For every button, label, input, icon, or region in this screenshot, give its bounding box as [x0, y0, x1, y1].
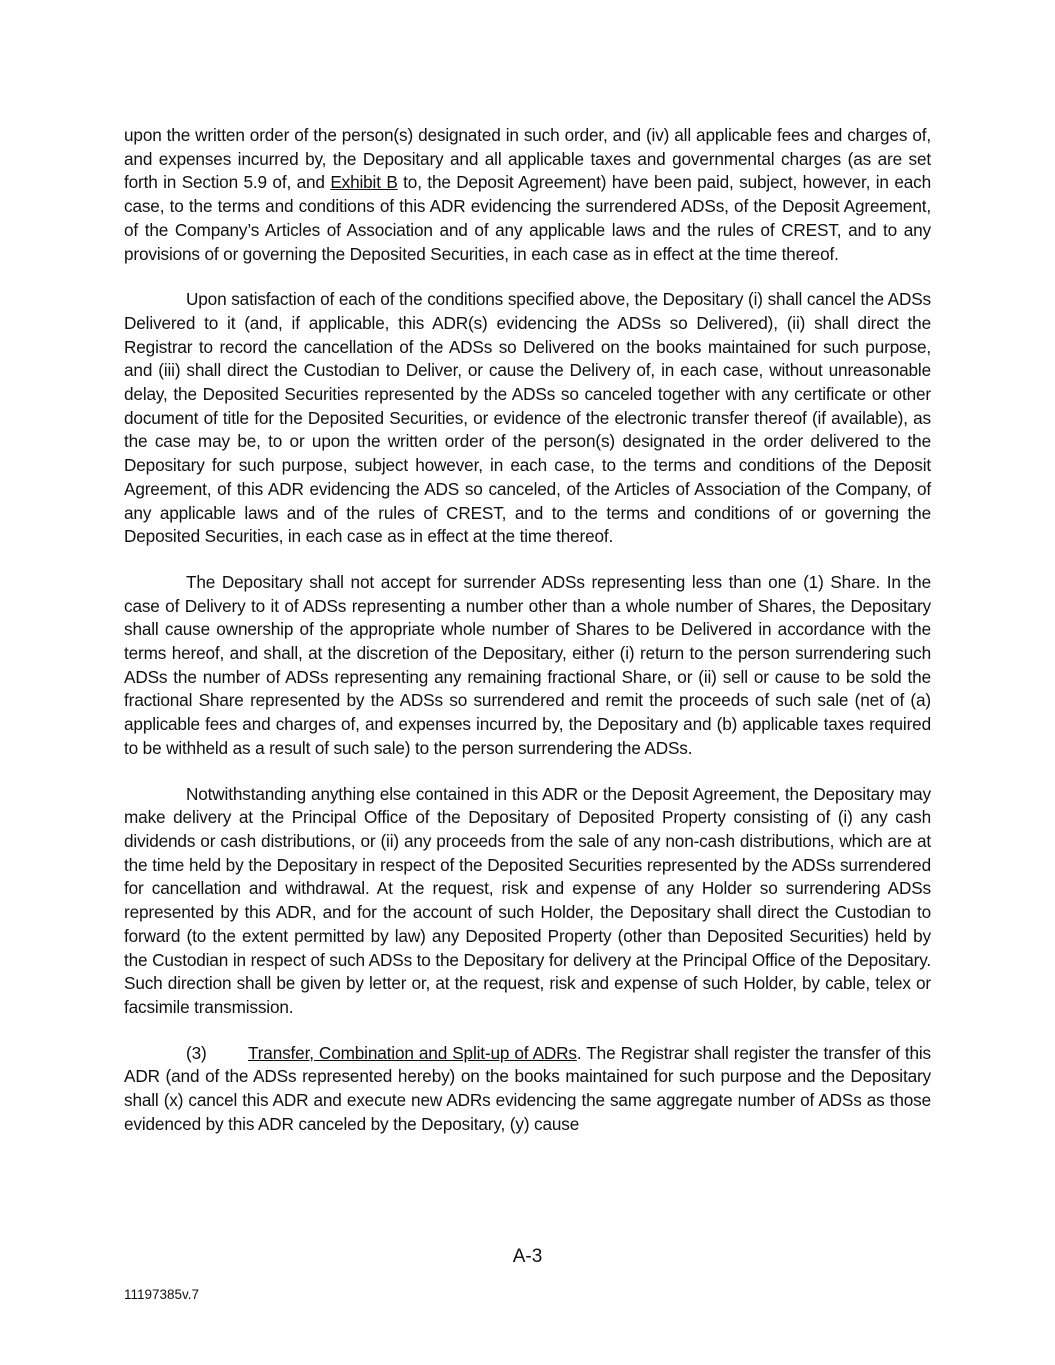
- document-id: 11197385v.7: [124, 1287, 200, 1302]
- paragraph-continuation: [124, 124, 931, 266]
- paragraph-text: to, the Deposit Agreement) have been paid, subject, however, in each case, to the terms and conditions of this ADR evidencing the surrendered ADSs, of the Deposit Agreement, of the Company’s Articles of Association and of any applicable laws and the rules of CREST, and to any provisions of or governing the Deposited Securities, in each case as in effect at the time thereof.: [124, 172, 932, 264]
- paragraph-fractional-share: The Depositary shall not accept for surrender ADSs representing less than one (1) Share. In the case of Delivery to it of ADSs representing a number other than a whole number of Shares, the Depositary shall cause ownership of the appropriate whole number of Shares to be Delivered in accordance with the terms hereof, and shall, at the discretion of the Depositary, either (i) return to the person surrendering such ADSs the number of ADSs representing any remaining fractional Share, or (ii) sell or cause to be sold the fractional Share represented by the ADSs so surrendered and remit the proceeds of such sale (net of (a) applicable fees and charges of, and expenses incurred by, the Depositary and (b) applicable taxes required to be withheld as a result of such sale) to the person surrendering the ADSs.: [124, 571, 931, 758]
- paragraph-cancellation: Upon satisfaction of each of the conditions specified above, the Depositary (i) shall cancel the ADSs Delivered to it (and, if applicable, this ADR(s) evidencing the ADSs so Delivered), (ii) shall direct the Registrar to record the cancellation of the ADSs so Delivered on the books maintained for such purpose, and (iii) shall direct the Custodian to Deliver, or cause the Delivery of, in each case, without unreasonable delay, the Deposited Securities represented by the ADSs so canceled together with any certificate or other document of title for the Deposited Securities, or evidence of the electronic transfer thereof (if available), as the case may be, to or upon the written order of the person(s) designated in the order delivered to the Depositary for such purpose, subject however, in each case, to the terms and conditions of the Deposit Agreement, of this ADR evidencing the ADS so canceled, of the Articles of Association of the Company, of any applicable laws and of the rules of CREST, and to the terms and conditions of or governing the Deposited Securities, in each case as in effect at the time thereof.: [124, 289, 931, 547]
- document-page: [124, 124, 931, 1158]
- section-heading-period: .: [576, 1042, 582, 1063]
- section-text: The Registrar shall register the transfer of this ADR (and of the ADSs represented hereby) on the books maintained for such purpose and the Depositary shall (x) cancel this ADR and execute new ADRs evidencing the same aggregate number of ADSs as those evidenced by this ADR canceled by the Depositary, (y) cause: [124, 1042, 931, 1134]
- section-heading: Transfer, Combination and Split-up of ADRs: [248, 1042, 577, 1063]
- paragraph-delivery: Notwithstanding anything else contained in this ADR or the Deposit Agreement, the Depositary may make delivery at the Principal Office of the Depositary of Deposited Property consisting of (i) any cash dividends or cash distributions, or (ii) any proceeds from the sale of any non-cash distributions, which are at the time held by the Depositary in respect of the Deposited Securities represented by the ADSs surrendered for cancellation and withdrawal. At the request, risk and expense of any Holder so surrendering ADSs represented by this ADR, and for the account of such Holder, the Depositary shall direct the Custodian to forward (to the extent permitted by law) any Deposited Property (other than Deposited Securities) held by the Custodian in respect of such ADSs to the Depositary for delivery at the Principal Office of the Depositary. Such direction shall be given by letter or, at the request, risk and expense of such Holder, by cable, telex or facsimile transmission.: [124, 783, 931, 1017]
- section-number: (3): [186, 1042, 207, 1063]
- page-number: A-3: [512, 1246, 543, 1267]
- exhibit-b-reference: Exhibit B: [330, 172, 398, 193]
- section-3-transfer: [124, 1042, 931, 1137]
- paragraph-text: upon the written order of the person(s) designated in such order, and (iv) all applicable fees and charges of, and expenses incurred by, the Depositary and all applicable taxes and governmental charges (as are set forth in Section 5.9 of, and: [124, 125, 931, 193]
